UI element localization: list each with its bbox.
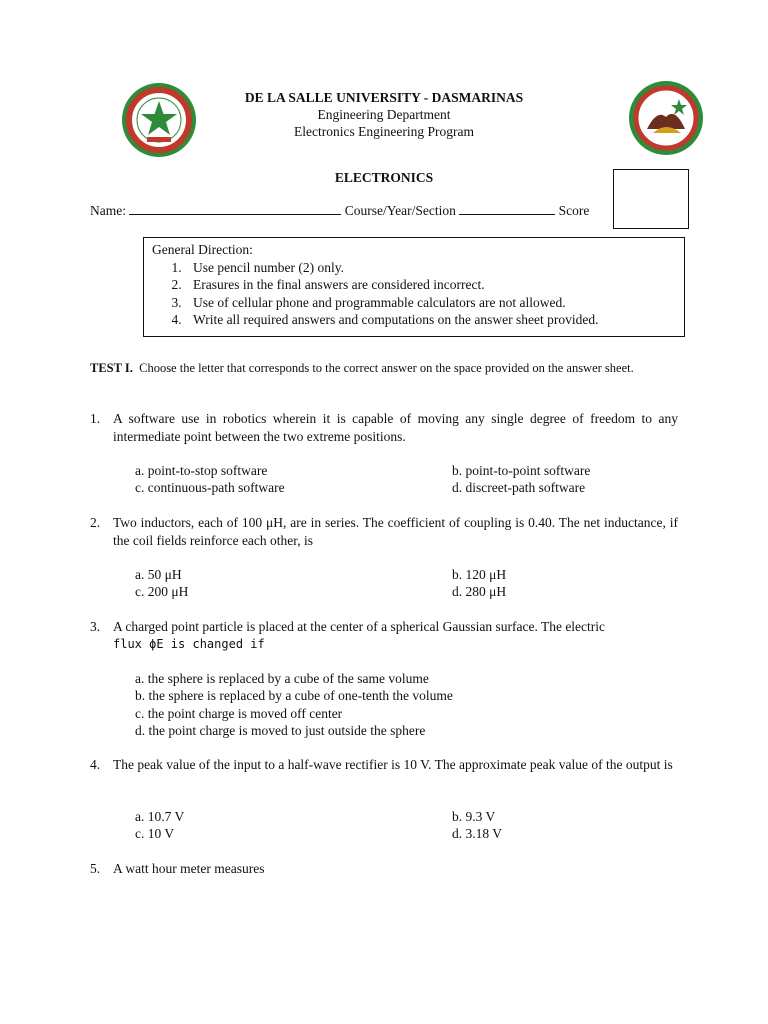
question-text: A software use in robotics wherein it is capable of moving any single degree of freedom to any intermediate point between the two extreme positions.	[113, 411, 678, 444]
name-field[interactable]	[129, 202, 341, 215]
directions-list	[152, 259, 598, 329]
option-a[interactable]: a. 50 μH	[135, 567, 182, 582]
option-c[interactable]: c. 200 μH	[135, 584, 189, 600]
student-info-line	[90, 202, 589, 219]
option-b[interactable]: b. 9.3 V	[452, 809, 496, 824]
test-instruction	[90, 360, 678, 376]
question-number: 5.	[90, 861, 101, 876]
department-name: Engineering Department	[317, 107, 451, 122]
question-3-options	[135, 670, 675, 740]
direction-item: 2. Erasures in the final answers are considered incorrect.	[185, 276, 598, 293]
directions-title: General Direction:	[152, 242, 253, 257]
test-label: TEST I.	[90, 361, 133, 375]
option-a[interactable]: a. 10.7 V	[135, 809, 185, 824]
question-4	[90, 756, 678, 774]
direction-item: 3. Use of cellular phone and programmable calculators are not allowed.	[185, 294, 598, 311]
program-name: Electronics Engineering Program	[294, 124, 474, 139]
option-c[interactable]: c. the point charge is moved off center	[135, 705, 343, 721]
option-c[interactable]: c. 10 V	[135, 826, 175, 842]
question-4-options	[135, 808, 675, 843]
question-number: 3.	[90, 619, 101, 634]
question-1	[90, 410, 678, 445]
question-2-options	[135, 566, 675, 601]
option-b[interactable]: b. 120 μH	[452, 567, 507, 582]
option-a[interactable]: a. the sphere is replaced by a cube of the same volume	[135, 671, 429, 686]
question-5	[90, 860, 678, 878]
option-d[interactable]: d. the point charge is moved to just outside the sphere	[135, 723, 426, 739]
question-text: Two inductors, each of 100 μH, are in series. The coefficient of coupling is 0.40. The net inductance, if the coil fields reinforce each other, is	[113, 515, 678, 548]
question-number: 4.	[90, 757, 101, 772]
course-field[interactable]	[459, 202, 555, 215]
question-3	[90, 618, 678, 653]
question-text: A watt hour meter measures	[113, 861, 265, 876]
subject-title: ELECTRONICS	[334, 170, 434, 185]
question-text-continued: flux ϕE is changed if	[113, 636, 265, 651]
option-b[interactable]: b. point-to-point software	[452, 463, 591, 478]
score-label: Score	[558, 203, 590, 218]
option-d[interactable]: d. discreet-path software	[452, 480, 586, 496]
name-label: Name:	[90, 203, 126, 218]
score-box[interactable]	[613, 169, 689, 229]
question-1-options	[135, 462, 675, 497]
direction-item: 1. Use pencil number (2) only.	[185, 259, 598, 276]
course-label: Course/Year/Section	[344, 203, 456, 218]
test-instruction-text: Choose the letter that corresponds to the correct answer on the space provided on the answer sheet.	[139, 361, 634, 375]
question-text: A charged point particle is placed at the center of a spherical Gaussian surface. The electric	[113, 619, 606, 634]
option-a[interactable]: a. point-to-stop software	[135, 463, 268, 478]
question-2	[90, 514, 678, 549]
option-d[interactable]: d. 280 μH	[452, 584, 507, 600]
general-directions-box	[143, 237, 685, 337]
university-name: DE LA SALLE UNIVERSITY - DASMARINAS	[244, 90, 524, 105]
question-number: 2.	[90, 515, 101, 530]
question-text: The peak value of the input to a half-wave rectifier is 10 V. The approximate peak value of the output is	[113, 757, 673, 772]
option-c[interactable]: c. continuous-path software	[135, 480, 285, 496]
direction-item: 4. Write all required answers and computations on the answer sheet provided.	[185, 311, 598, 328]
option-b[interactable]: b. the sphere is replaced by a cube of one-tenth the volume	[135, 688, 453, 704]
question-number: 1.	[90, 411, 101, 426]
option-d[interactable]: d. 3.18 V	[452, 826, 503, 842]
